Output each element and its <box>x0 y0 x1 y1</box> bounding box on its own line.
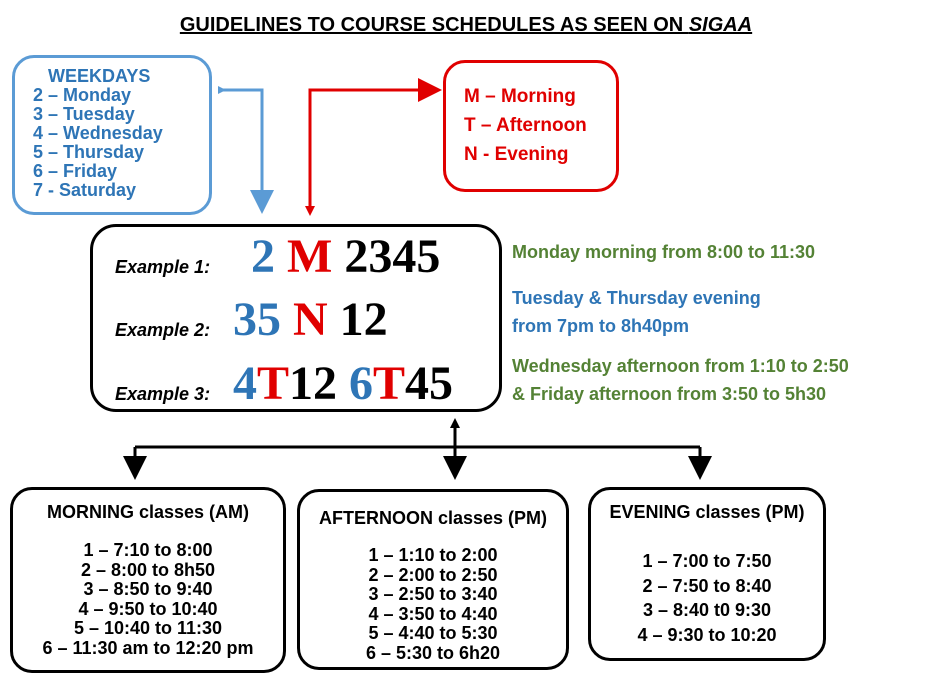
weekdays-heading: WEEKDAYS <box>48 66 151 86</box>
shift-item: N - Evening <box>464 144 569 165</box>
shift-arrow <box>310 90 436 210</box>
period-item: 5 – 10:40 to 11:30 <box>73 618 223 638</box>
period-item: 4 – 9:50 to 10:40 <box>78 598 218 619</box>
example-code-part: M <box>287 230 345 283</box>
example-code-part: T <box>257 357 290 410</box>
example-code-part: 4 <box>233 357 257 410</box>
shift-item: M – Morning <box>464 86 576 107</box>
weekday-item: 7 - Saturday <box>33 180 137 200</box>
weekday-item: 3 – Tuesday <box>33 104 135 124</box>
period-item: 6 – 11:30 am to 12:20 pm <box>42 637 254 658</box>
afternoon-heading: AFTERNOON classes (PM) <box>318 508 548 528</box>
example-code-part: 6 <box>349 357 374 410</box>
example-1-description: Monday morning from 8:00 to 11:30 <box>512 242 816 262</box>
period-item: 3 – 2:50 to 3:40 <box>368 584 498 604</box>
morning-classes-box <box>10 487 286 673</box>
period-item: 4 – 3:50 to 4:40 <box>368 603 498 624</box>
period-item: 2 – 8:00 to 8h50 <box>80 559 216 580</box>
period-item: 1 – 1:10 to 2:00 <box>368 545 498 565</box>
weekday-item: 2 – Monday <box>33 85 132 105</box>
weekdays-box <box>12 55 212 215</box>
afternoon-list <box>300 546 566 663</box>
weekday-item: 4 – Wednesday <box>33 123 163 143</box>
example-label: Example 3: <box>115 384 211 404</box>
afternoon-classes-box <box>297 489 569 670</box>
shift-item: T – Afternoon <box>464 115 587 136</box>
example-code-part: 12 <box>339 293 388 346</box>
period-item: 6 – 5:30 to 6h20 <box>365 642 501 663</box>
period-item: 2 – 7:50 to 8:40 <box>642 575 772 596</box>
weekday-item: 5 – Thursday <box>33 142 145 162</box>
example-code-part: 35 <box>233 293 293 346</box>
period-item: 5 – 4:40 to 5:30 <box>368 623 498 643</box>
title-sigaa: SIGAA <box>688 14 753 36</box>
weekday-arrow <box>218 90 262 208</box>
morning-heading: MORNING classes (AM) <box>46 502 250 522</box>
evening-heading: EVENING classes (PM) <box>609 502 805 522</box>
example-code <box>251 229 440 284</box>
period-item: 3 – 8:50 to 9:40 <box>83 579 213 599</box>
period-item: 1 – 7:00 to 7:50 <box>642 551 772 571</box>
example-code <box>233 356 453 411</box>
period-item: 2 – 2:00 to 2:50 <box>368 564 498 585</box>
example-code-part: 45 <box>405 357 454 410</box>
example-code-part: 2345 <box>344 230 441 283</box>
example-3-description: Wednesday afternoon from 1:10 to 2:50 & Friday afternoon from 3:50 to 5h30 <box>512 356 849 404</box>
period-item: 3 – 8:40 t0 9:30 <box>642 600 772 620</box>
morning-list <box>13 541 283 658</box>
title-text: GUIDELINES TO COURSE SCHEDULES AS SEEN ON <box>179 14 689 36</box>
shift-codes-box <box>443 60 619 192</box>
examples-box <box>90 224 502 412</box>
example-code-part: N <box>293 293 340 346</box>
example-code-part: 12 <box>289 357 350 410</box>
example-2-description: Tuesday & Thursday evening from 7pm to 8h40pm <box>512 288 761 336</box>
weekday-item: 6 – Friday <box>33 161 118 181</box>
example-label: Example 2: <box>115 320 211 340</box>
example-code-part: T <box>373 357 406 410</box>
evening-classes-box <box>588 487 826 661</box>
period-item: 4 – 9:30 to 10:20 <box>637 624 777 645</box>
example-code-part: 2 <box>251 230 287 283</box>
evening-list <box>591 549 823 647</box>
example-label: Example 1: <box>115 257 211 277</box>
example-code <box>233 292 388 347</box>
period-item: 1 – 7:10 to 8:00 <box>83 540 213 560</box>
